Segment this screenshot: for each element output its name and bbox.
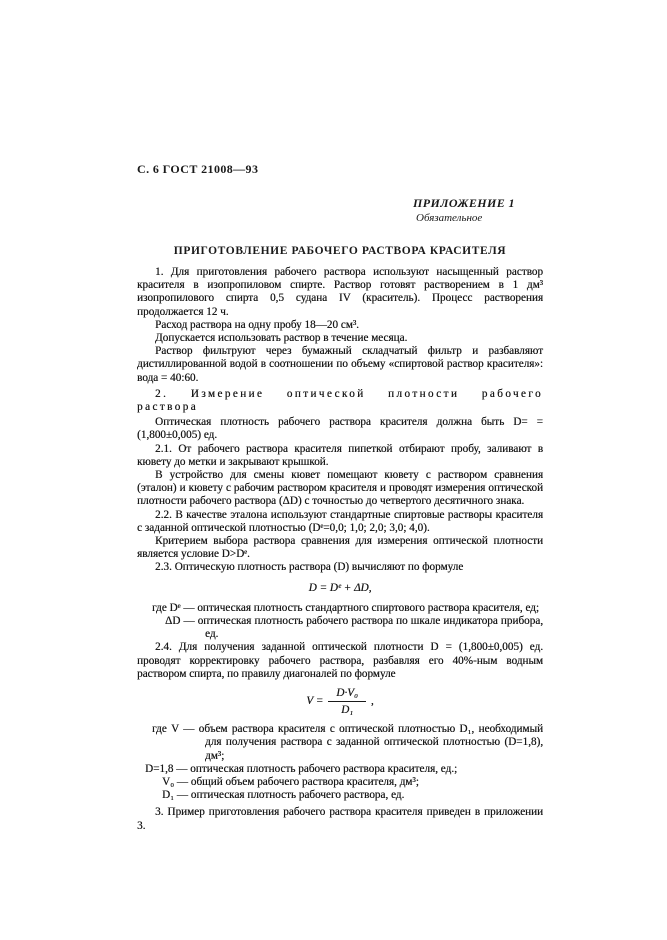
paragraph-5: Оптическая плотность рабочего раствора красителя должна быть D= = (1,800±0,005) ед. xyxy=(137,416,543,442)
annex-title: ПРИЛОЖЕНИЕ 1 xyxy=(413,196,515,210)
formula-denominator: D₁ xyxy=(341,704,354,717)
paragraph-2-4: 2.4. Для получения заданной оптической плотности D = (1,800±0,005) ед. проводят корректировку рабочего раствора, разбавляя его 40%-ным водным раствором спирта, по правилу диагоналей по формуле xyxy=(137,641,543,680)
paragraph-2-1: 2.1. От рабочего раствора красителя пипеткой отбирают пробу, заливают в кювету до метки и закрывают крышкой. xyxy=(137,442,543,468)
paragraph-7: Критерием выбора раствора сравнения для измерения оптической плотности является условие D>Dᵉ. xyxy=(137,535,543,561)
paragraph-4: Раствор фильтруют через бумажный складчатый фильтр и разбавляют дистиллированной водой в соотношении по объему «спиртовой раствор красителя»: вода = 40:60. xyxy=(137,345,543,384)
paragraph-1: 1. Для приготовления рабочего раствора используют насыщенный раствор красителя в изопропиловом спирте. Раствор готовят растворением в 1 дм³ изопропилового спирта 0,5 судана IV (краситель). Процесс растворения продолжается 12 ч. xyxy=(137,266,543,318)
page-gost-header: С. 6 ГОСТ 21008—93 xyxy=(137,162,259,176)
formula-lhs: V = xyxy=(306,694,324,707)
formula-dilution xyxy=(137,686,543,717)
paragraph-3: Допускается использовать раствор в течение месяца. xyxy=(155,332,408,345)
definition-D18: D=1,8 — оптическая плотность рабочего раствора красителя, ед.; xyxy=(145,762,458,775)
annex-block xyxy=(413,196,543,224)
definition-V: где V — объем раствора красителя с оптической плотностью D₁, необходимый для получения раствора с заданной оптической плотностью (D=1,8), дм³; xyxy=(152,723,543,762)
paragraph-2-2: 2.2. В качестве эталона используют стандартные спиртовые растворы красителя с заданной оптической плотностью (Dᵉ=0,0; 1,0; 2,0; 3,0; 4,0). xyxy=(137,508,543,534)
document-body xyxy=(137,266,543,833)
paragraph-3-example: 3. Пример приготовления рабочего раствора красителя приведен в приложении 3. xyxy=(137,806,543,832)
formula-suffix: , xyxy=(370,694,374,707)
paragraph-6: В устройство для смены кювет помещают кювету с раствором сравнения (эталон) и кювету с рабочим раствором красителя и проводят измерения оптической плотности рабочего раствора (ΔD) с точностью до четвертого десятичного знака. xyxy=(137,469,543,508)
document-title: ПРИГОТОВЛЕНИЕ РАБОЧЕГО РАСТВОРА КРАСИТЕЛЯ xyxy=(173,245,507,257)
definition-De: где Dᵉ — оптическая плотность стандартного спиртового раствора красителя, ед; xyxy=(152,601,539,614)
formula-fraction xyxy=(328,686,366,717)
definition-D1: D₁ — оптическая плотность рабочего раствора, ед. xyxy=(162,789,405,802)
paragraph-2: Расход раствора на одну пробу 18—20 см³. xyxy=(155,318,359,331)
definition-deltaD: ΔD — оптическая плотность рабочего раствора по шкале индикатора прибора, ед. xyxy=(165,615,543,641)
formula-optical-density: D = Dᵉ + ΔD, xyxy=(308,581,372,594)
section-2-heading: 2. Измерение оптической плотности рабочего раствора xyxy=(137,387,543,414)
definition-V0: V₀ — общий объем рабочего раствора красителя, дм³; xyxy=(162,775,419,788)
annex-subtitle: Обязательное xyxy=(416,212,483,224)
paragraph-2-3: 2.3. Оптическую плотность раствора (D) вычисляют по формуле xyxy=(155,561,464,574)
formula-numerator: D·V₀ xyxy=(328,686,366,702)
